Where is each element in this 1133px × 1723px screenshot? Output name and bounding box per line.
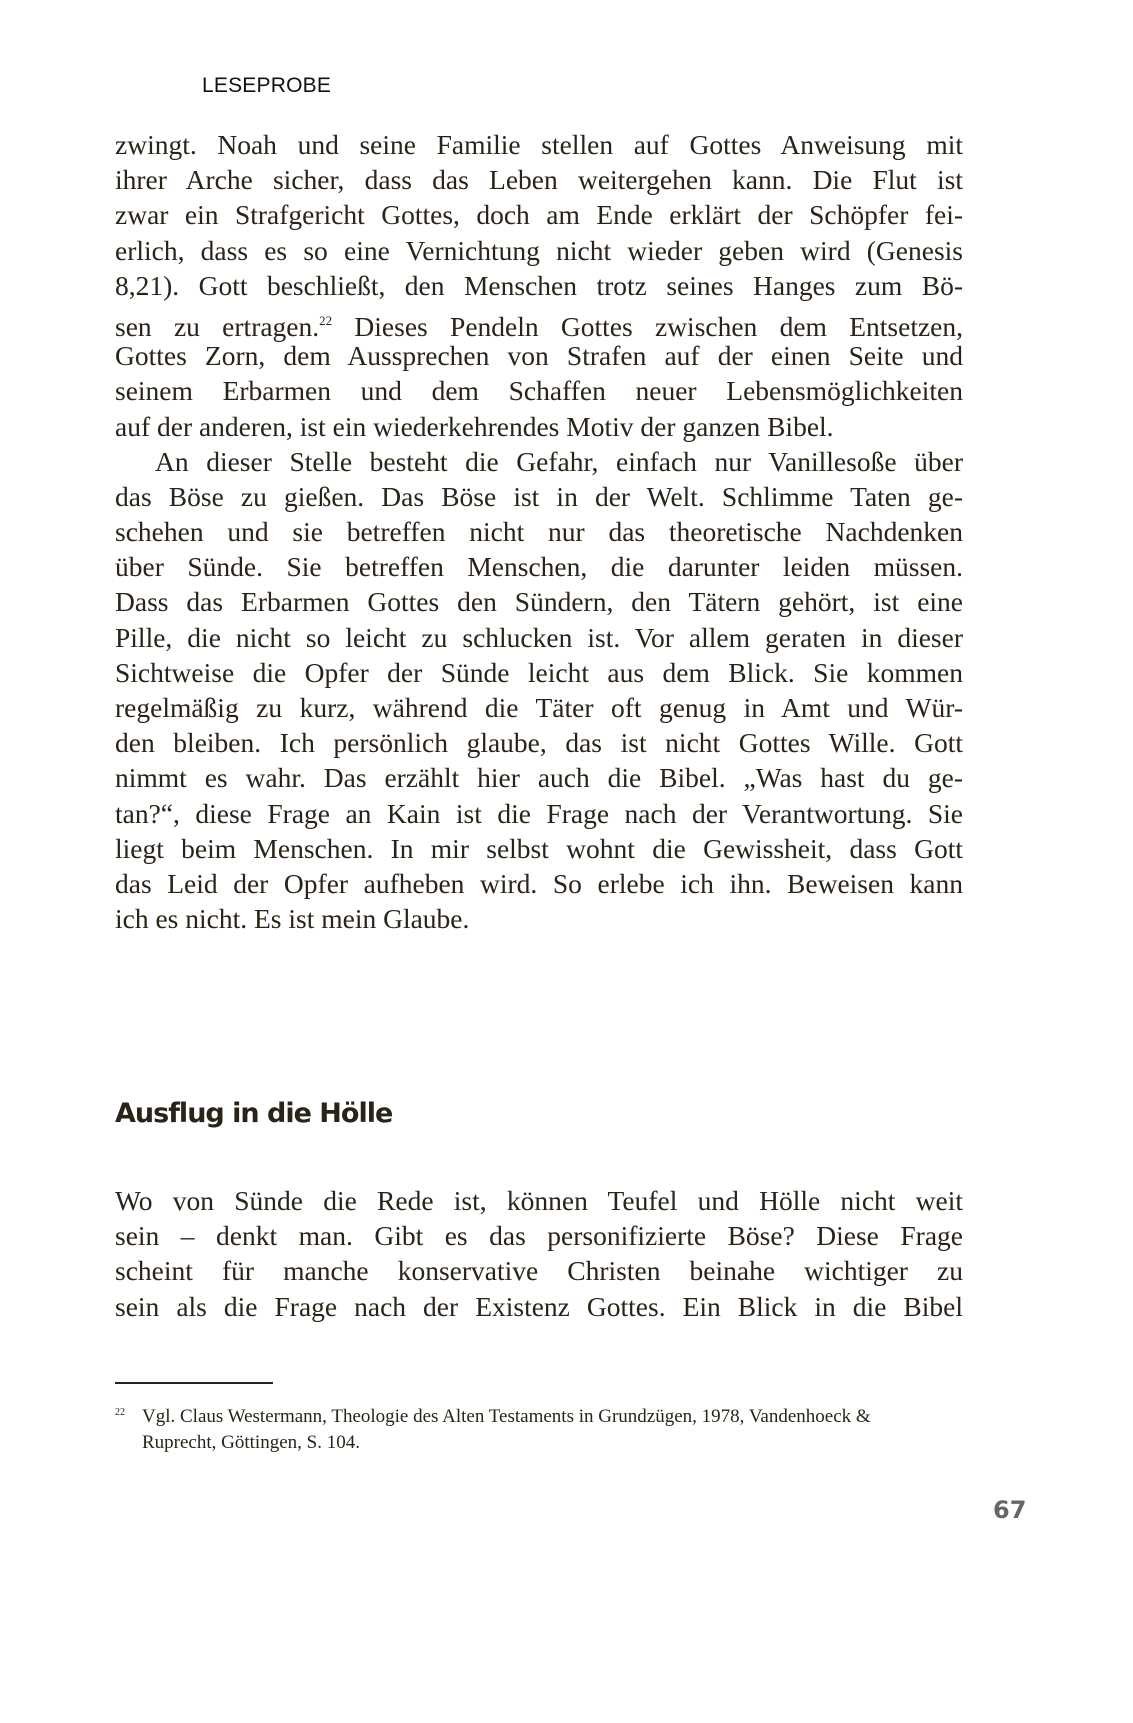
text-line: sein – denkt man. Gibt es das personifizierte Böse? Diese Frage (115, 1220, 963, 1252)
text-line: schehen und sie betreffen nicht nur das theoretische Nachdenken (115, 516, 963, 548)
text-line: das Böse zu gießen. Das Böse ist in der Welt. Schlimme Taten ge- (115, 480, 963, 512)
text-line: erlich, dass es so eine Vernichtung nicht wieder geben wird (Genesis (115, 234, 963, 266)
text-line: Dass das Erbarmen Gottes den Sündern, den Tätern gehört, ist eine (115, 586, 963, 618)
body-text-block (115, 127, 963, 936)
section-body-text (115, 1183, 963, 1324)
text-line: Pille, die nicht so leicht zu schlucken ist. Vor allem geraten in dieser (115, 621, 963, 653)
footnote-text-line: Ruprecht, Göttingen, S. 104. (142, 1432, 360, 1453)
footnote-number: 22 (115, 1407, 125, 1418)
text-line: das Leid der Opfer aufheben wird. So erlebe ich ihn. Beweisen kann (115, 867, 963, 899)
text-line: ihrer Arche sicher, dass das Leben weitergehen kann. Die Flut ist (115, 164, 963, 196)
text-fragment: sen zu ertragen. (115, 310, 320, 342)
footnote-text-line: Vgl. Claus Westermann, Theologie des Alten Testaments in Grundzügen, 1978, Vandenhoeck & (142, 1406, 871, 1427)
text-line: auf der anderen, ist ein wiederkehrendes Motiv der ganzen Bibel. (115, 410, 834, 442)
footnote-reference[interactable]: 22 (319, 312, 333, 328)
text-line: tan?“, diese Frage an Kain ist die Frage nach der Verantwortung. Sie (115, 797, 963, 829)
text-line: Gottes Zorn, dem Aussprechen von Strafen auf der einen Seite und (115, 340, 963, 372)
text-line: zwingt. Noah und seine Familie stellen auf Gottes Anweisung mit (115, 129, 963, 160)
text-fragment: Dieses Pendeln Gottes zwischen dem Entsetzen, (332, 310, 963, 342)
text-line: 8,21). Gott beschließt, den Menschen trotz seines Hanges zum Bö- (115, 269, 963, 301)
footnote (115, 1400, 975, 1456)
text-line: regelmäßig zu kurz, während die Täter oft genug in Amt und Wür- (115, 692, 963, 723)
text-line: zwar ein Strafgericht Gottes, doch am Ende erklärt der Schöpfer fei- (115, 199, 963, 231)
text-line: über Sünde. Sie betreffen Menschen, die darunter leiden müssen. (115, 551, 963, 583)
text-line: seinem Erbarmen und dem Schaffen neuer Lebensmöglichkeiten (115, 375, 963, 407)
footnote-separator (115, 1382, 273, 1384)
section-heading: Ausflug in die Hölle (115, 1098, 393, 1129)
page-number: 67 (993, 1496, 1027, 1524)
text-line-with-footnote-ref (115, 303, 963, 342)
text-line: ich es nicht. Es ist mein Glaube. (115, 903, 470, 935)
text-line: scheint für manche konservative Christen beinahe wichtiger zu (115, 1255, 963, 1287)
text-line: Wo von Sünde die Rede ist, können Teufel und Hölle nicht weit (115, 1185, 963, 1216)
text-line: den bleiben. Ich persönlich glaube, das ist nicht Gottes Wille. Gott (115, 727, 963, 759)
text-line: Sichtweise die Opfer der Sünde leicht aus dem Blick. Sie kommen (115, 656, 963, 688)
text-line: sein als die Frage nach der Existenz Gottes. Ein Blick in die Bibel (115, 1290, 963, 1322)
text-line: An dieser Stelle besteht die Gefahr, einfach nur Vanillesoße über (155, 445, 963, 477)
text-line: nimmt es wahr. Das erzählt hier auch die Bibel. „Was hast du ge- (115, 762, 963, 794)
text-line: liegt beim Menschen. In mir selbst wohnt die Gewissheit, dass Gott (115, 832, 963, 864)
leseprobe-label: LESEPROBE (202, 74, 332, 97)
